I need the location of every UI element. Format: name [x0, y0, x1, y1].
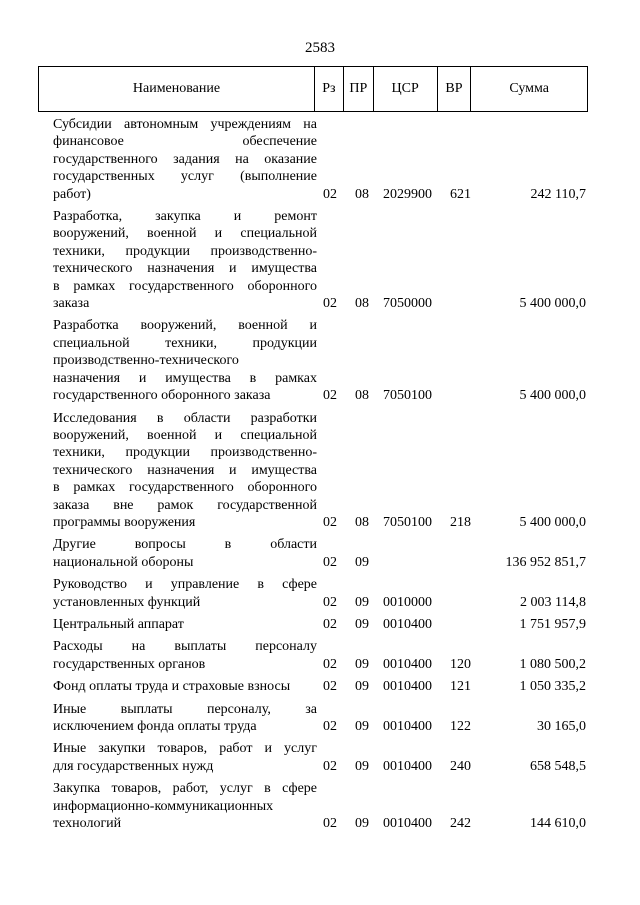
row-rz: 02 — [323, 186, 337, 202]
row-pr: 09 — [355, 616, 369, 632]
row-sum: 1 050 335,2 — [519, 679, 586, 695]
row-name — [53, 616, 317, 633]
row-vr: 122 — [450, 719, 471, 734]
row-name-line: заказа вне рамок государственной — [53, 497, 317, 513]
table-body — [53, 116, 588, 837]
row-rz: 02 — [323, 296, 337, 312]
row-sum: 136 952 851,7 — [505, 554, 586, 570]
row-rz: 02 — [323, 616, 337, 632]
row-sum: 242 110,7 — [530, 186, 586, 202]
row-name — [53, 410, 317, 532]
table-row — [53, 410, 588, 532]
row-vr: 218 — [450, 514, 471, 530]
row-name-line: исключением фонда оплаты труда — [53, 719, 257, 734]
row-pr: 09 — [355, 758, 369, 774]
header-name: Наименование — [39, 67, 315, 111]
row-name — [53, 116, 317, 203]
table-row — [53, 116, 588, 203]
header-sum: Сумма — [509, 81, 550, 96]
row-name-line: Руководство и управление в сфере — [53, 577, 317, 593]
table-row — [53, 576, 588, 611]
header-pr: ПР — [344, 67, 374, 111]
row-name-line: для государственных нужд — [53, 758, 214, 774]
row-name-line: национальной обороны — [53, 554, 194, 570]
row-csr: 0010400 — [383, 616, 432, 632]
table-row — [53, 701, 588, 736]
row-name-line: работ) — [53, 186, 91, 202]
row-sum: 2 003 114,8 — [520, 594, 586, 610]
row-name-line: Иные закупки товаров, работ и услуг — [53, 741, 317, 757]
table-row — [53, 536, 588, 571]
row-csr: 0010400 — [383, 758, 432, 774]
row-name-line: Закупка товаров, работ, услуг в сфере — [53, 781, 317, 797]
row-pr: 08 — [355, 514, 369, 530]
row-pr: 08 — [355, 296, 369, 312]
row-name — [53, 638, 317, 673]
row-name — [53, 317, 317, 404]
row-sum: 144 610,0 — [530, 816, 586, 832]
row-name-line: информационно-коммуникационных — [53, 798, 274, 814]
row-name-line: технологий — [53, 816, 122, 832]
row-rz: 02 — [323, 554, 337, 570]
row-name-line: Исследования в области разработки — [53, 410, 317, 426]
row-vr: 240 — [450, 758, 471, 774]
table-row — [53, 780, 588, 832]
row-vr: 242 — [450, 816, 471, 832]
row-pr: 08 — [355, 388, 369, 404]
row-name — [53, 740, 317, 775]
row-name-line: Центральный аппарат — [53, 616, 184, 632]
row-csr: 0010400 — [383, 816, 432, 832]
table-row — [53, 638, 588, 673]
table-row — [53, 678, 588, 695]
row-name-line: в рамках государственного оборонного — [53, 278, 317, 294]
row-name-line: финансовое обеспечение — [53, 134, 317, 150]
row-rz: 02 — [323, 816, 337, 832]
row-csr: 0010400 — [383, 679, 432, 695]
row-pr: 09 — [355, 656, 369, 672]
row-name-line: технического назначения и имущества — [53, 261, 317, 277]
row-csr: 0010400 — [383, 656, 432, 672]
row-csr: 0010400 — [383, 719, 432, 734]
row-rz: 02 — [323, 388, 337, 404]
row-sum: 1 751 957,9 — [519, 616, 586, 632]
row-name-line: специальной техники, продукции — [53, 335, 317, 351]
row-name-line: вооружений, военной и специальной — [53, 226, 317, 242]
row-csr: 7050100 — [383, 388, 432, 404]
row-csr: 0010000 — [383, 594, 432, 610]
row-sum: 5 400 000,0 — [519, 296, 586, 312]
row-name — [53, 576, 317, 611]
row-name-line: техники, продукции производственно- — [53, 445, 317, 461]
row-name-line: программы вооружения — [53, 514, 196, 530]
row-sum: 658 548,5 — [530, 758, 586, 774]
row-pr: 09 — [355, 554, 369, 570]
row-name-line: государственного оборонного заказа — [53, 388, 271, 404]
row-pr: 09 — [355, 679, 369, 695]
row-rz: 02 — [323, 679, 337, 695]
row-name-line: назначения и имущества в рамках — [53, 370, 317, 386]
row-rz: 02 — [323, 656, 337, 672]
row-vr: 621 — [450, 186, 471, 202]
row-name-line: техники, продукции производственно- — [53, 243, 317, 259]
row-name — [53, 701, 317, 736]
row-rz: 02 — [323, 514, 337, 530]
row-name-line: установленных функций — [53, 594, 201, 610]
row-pr: 09 — [355, 816, 369, 832]
header-csr: ЦСР — [374, 67, 438, 111]
page-number: 2583 — [305, 40, 335, 56]
header-vr: ВР — [438, 67, 472, 111]
table-header — [38, 66, 588, 112]
row-name-line: Расходы на выплаты персоналу — [53, 639, 317, 655]
row-sum: 5 400 000,0 — [519, 514, 586, 530]
row-name-line: государственных услуг (выполнение — [53, 169, 317, 185]
header-rz: Рз — [315, 67, 344, 111]
row-name-line: Субсидии автономным учреждениям на — [53, 117, 317, 132]
row-name — [53, 536, 317, 571]
row-vr: 120 — [450, 656, 471, 672]
row-sum: 1 080 500,2 — [519, 656, 586, 672]
row-rz: 02 — [323, 594, 337, 610]
table-row — [53, 740, 588, 775]
row-rz: 02 — [323, 758, 337, 774]
row-csr: 7050100 — [383, 514, 432, 530]
row-name-line: Фонд оплаты труда и страховые взносы — [53, 679, 291, 695]
row-name-line: Другие вопросы в области — [53, 537, 317, 553]
row-name-line: в рамках государственного оборонного — [53, 480, 317, 496]
row-name-line: заказа — [53, 296, 90, 312]
row-name-line: Разработка, закупка и ремонт — [53, 209, 317, 225]
row-csr: 7050000 — [383, 296, 432, 312]
row-csr: 2029900 — [383, 186, 432, 202]
row-pr: 08 — [355, 186, 369, 202]
table-row — [53, 208, 588, 312]
row-pr: 09 — [355, 594, 369, 610]
row-name — [53, 780, 317, 832]
row-name-line: вооружений, военной и специальной — [53, 427, 317, 443]
row-name-line: государственного задания на оказание — [53, 151, 317, 167]
row-vr: 121 — [450, 679, 471, 695]
table-row — [53, 317, 588, 404]
row-sum: 5 400 000,0 — [519, 388, 586, 404]
row-name-line: Иные выплаты персоналу, за — [53, 701, 317, 717]
row-pr: 09 — [355, 719, 369, 734]
row-name-line: производственно-технического — [53, 353, 239, 369]
row-name — [53, 678, 317, 695]
row-name — [53, 208, 317, 312]
row-sum: 30 165,0 — [537, 719, 586, 734]
row-name-line: Разработка вооружений, военной и — [53, 318, 317, 334]
row-name-line: технического назначения и имущества — [53, 462, 317, 478]
row-rz: 02 — [323, 719, 337, 734]
row-name-line: государственных органов — [53, 656, 206, 672]
table-row — [53, 616, 588, 633]
